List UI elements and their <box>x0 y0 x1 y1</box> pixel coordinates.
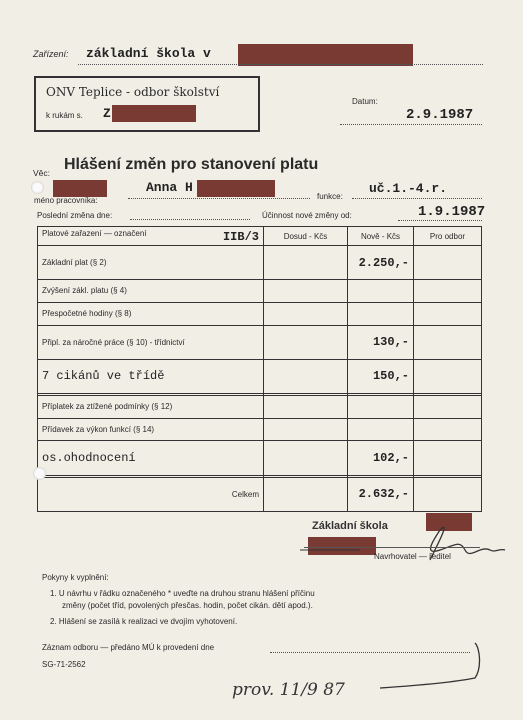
row-nove-value: 130,- <box>348 325 414 359</box>
col-platove-zarazeni <box>38 227 264 246</box>
table-row <box>38 418 482 441</box>
redaction-school <box>238 44 413 66</box>
table-header-row <box>38 227 482 246</box>
redaction-surname <box>197 180 275 197</box>
handwritten-scribble <box>350 638 490 701</box>
row-nove-value <box>348 280 414 303</box>
total-label: Celkem <box>38 477 264 511</box>
k-rukam-label: k rukám s. <box>46 111 83 120</box>
datum-value: 2.9.1987 <box>406 107 474 123</box>
row-label: Připl. za náročné práce (§ 10) - třídnictví <box>38 325 264 359</box>
col-nove: Nově - Kčs <box>348 227 414 246</box>
total-value: 2.632,- <box>348 477 414 511</box>
datum-label: Datum: <box>352 97 378 106</box>
posledni-label: Poslední změna dne: <box>37 211 113 220</box>
row-nove-value <box>348 396 414 419</box>
row-label: Zvýšení zákl. platu (§ 4) <box>38 280 264 303</box>
table-row <box>38 359 482 393</box>
row-nove-value <box>348 418 414 441</box>
zarizeni-label: Zařízení: <box>33 49 69 59</box>
jmeno-line <box>128 198 310 199</box>
jmeno-value: Anna H <box>146 180 193 195</box>
table-row <box>38 280 482 303</box>
navrhovatel-label: Navrhovatel — ředitel <box>374 552 451 561</box>
table-row <box>38 325 482 359</box>
signature-line <box>304 547 480 548</box>
row-label: 7 cikánů ve třídě <box>38 359 264 393</box>
k-rukam-value: Z <box>103 106 111 121</box>
row-label: os.ohodnocení <box>38 441 264 475</box>
ucinnost-label: Účinnost nové změny od: <box>262 211 352 220</box>
col-pro-odbor: Pro odbor <box>414 227 482 246</box>
pokyny-item1-b: změny (počet tříd, povolených přesčas. hodin, počet cikán. dětí apod.). <box>62 601 313 610</box>
row-label: Přídavek za výkon funkcí (§ 14) <box>38 418 264 441</box>
jmeno-label: méno pracovníka: <box>34 196 98 205</box>
datum-line <box>340 124 482 125</box>
redaction-surname-prefix <box>53 180 107 197</box>
ucinnost-value: 1.9.1987 <box>418 204 486 220</box>
ucinnost-line <box>398 220 482 221</box>
row-label: Příplatek za ztížené podmínky (§ 12) <box>38 396 264 419</box>
col-platove-label: Platové zařazení — označení <box>42 228 147 238</box>
row-nove-value <box>348 302 414 325</box>
vec-label: Věc: <box>33 168 51 178</box>
col-dosud: Dosud - Kčs <box>264 227 348 246</box>
table-total-row <box>38 477 482 511</box>
row-nove-value: 150,- <box>348 359 414 393</box>
table-row <box>38 396 482 419</box>
funkce-label: funkce: <box>317 192 343 201</box>
posledni-line <box>130 219 250 220</box>
funkce-line <box>352 198 482 199</box>
row-label: Přespočetné hodiny (§ 8) <box>38 302 264 325</box>
row-label: Základní plat (§ 2) <box>38 246 264 280</box>
table-row <box>38 441 482 475</box>
document-title: Hlášení změn pro stanovení platu <box>64 156 319 173</box>
salary-table <box>37 226 482 512</box>
stamp-text: Základní škola <box>312 520 388 532</box>
zarizeni-value: základní škola v <box>86 46 211 61</box>
punch-hole-top <box>31 181 44 194</box>
funkce-value: uč.1.-4.r. <box>369 181 448 196</box>
table-row <box>38 302 482 325</box>
pokyny-item2: 2. Hlášení se zasílá k realizaci ve dvojím vyhotovení. <box>50 617 238 626</box>
pokyny-item1-a: 1. U návrhu v řádku označeného * uveďte na druhou stranu hlášení příčinu <box>50 589 315 598</box>
onv-line: ONV Teplice - odbor školství <box>46 85 220 99</box>
table-row <box>38 246 482 280</box>
row-nove-value: 2.250,- <box>348 246 414 280</box>
punch-hole-bottom <box>33 467 46 480</box>
platova-trida-value: IIB/3 <box>222 229 259 244</box>
row-nove-value: 102,- <box>348 441 414 475</box>
pokyny-heading: Pokyny k vyplnění: <box>42 573 109 582</box>
zarizeni-line <box>78 64 483 65</box>
redaction-name <box>112 105 196 122</box>
handwritten-note: prov. 11/9 87 <box>232 680 345 700</box>
zaznam-odboru: Záznam odboru — předáno MÚ k provedení dne <box>42 643 215 652</box>
form-code: SG-71-2562 <box>42 660 86 669</box>
